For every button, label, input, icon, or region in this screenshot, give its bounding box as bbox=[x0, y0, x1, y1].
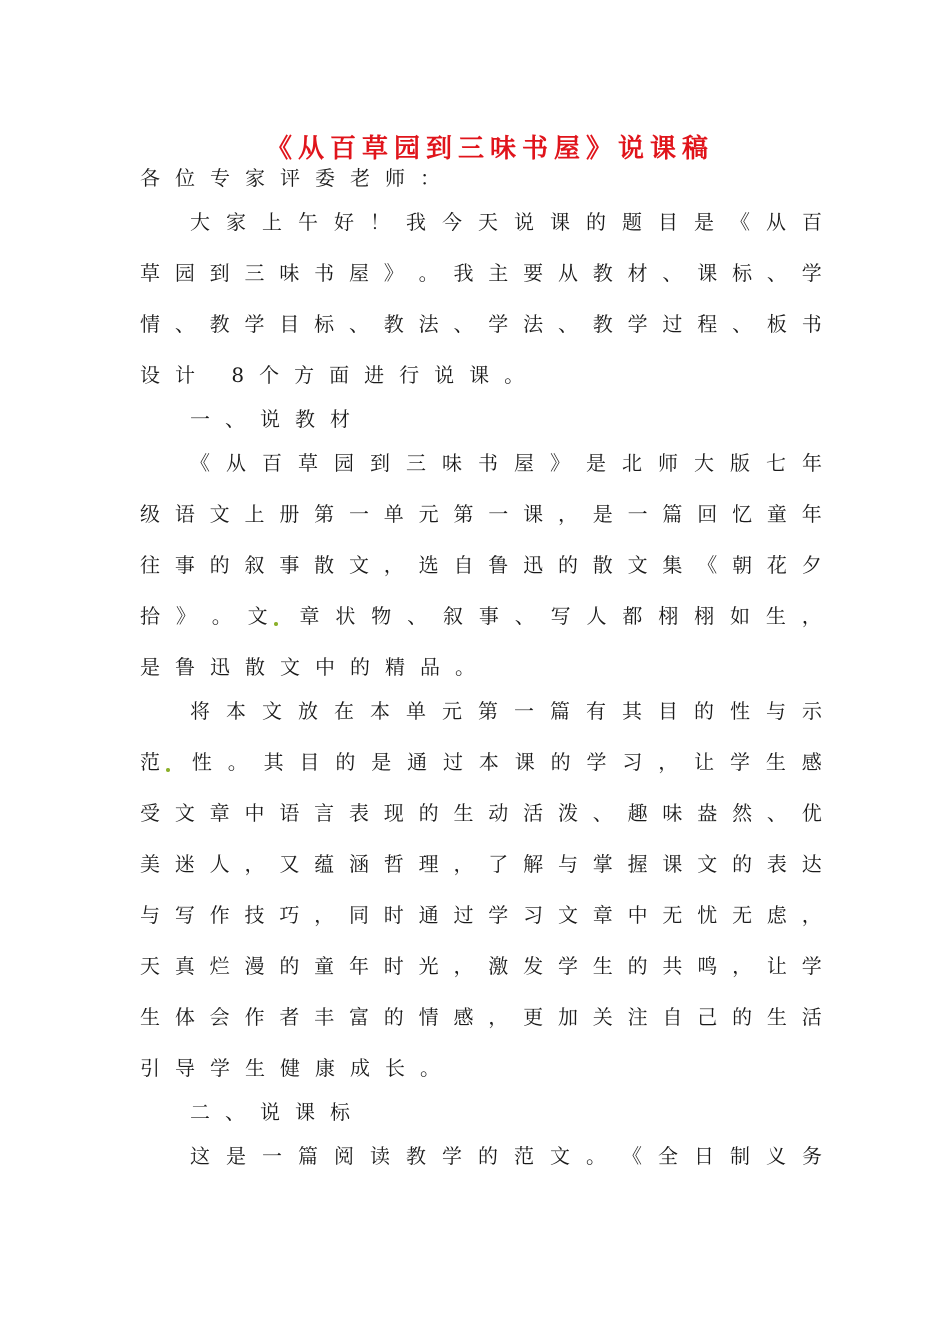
text-line: 拾 》 。 文 章 状 物 、 叙 事 、 写 人 都 栩 栩 如 生 ， bbox=[140, 604, 822, 628]
text-line: 大 家 上 午 好 ！ 我 今 天 说 课 的 题 目 是 《 从 百 bbox=[190, 210, 822, 234]
text-line: 级 语 文 上 册 第 一 单 元 第 一 课 ， 是 一 篇 回 忆 童 年 bbox=[140, 502, 822, 526]
text-line: 引导学生健康成长。 bbox=[140, 1056, 455, 1080]
text-line: 天 真 烂 漫 的 童 年 时 光 ， 激 发 学 生 的 共 鸣 ， 让 学 bbox=[140, 954, 822, 978]
text-line: 是鲁迅散文中的精品。 bbox=[140, 655, 490, 679]
text-line: 《 从 百 草 园 到 三 味 书 屋 》 是 北 师 大 版 七 年 bbox=[190, 451, 822, 475]
text-line: 情 、 教 学 目 标 、 教 法 、 学 法 、 教 学 过 程 、 板 书 bbox=[140, 312, 822, 336]
text-line: 二、说课标 bbox=[190, 1100, 365, 1124]
text-line: 各位专家评委老师： bbox=[140, 166, 455, 190]
text-line: 一、说教材 bbox=[190, 407, 365, 431]
text-line: 设计 8个方面进行说课。 bbox=[140, 363, 540, 387]
text-line: 美 迷 人 ， 又 蕴 涵 哲 理 ， 了 解 与 掌 握 课 文 的 表 达 bbox=[140, 852, 822, 876]
text-line: 往 事 的 叙 事 散 文 ， 选 自 鲁 迅 的 散 文 集 《 朝 花 夕 bbox=[140, 553, 822, 577]
text-line: 这 是 一 篇 阅 读 教 学 的 范 文 。 《 全 日 制 义 务 bbox=[190, 1144, 822, 1168]
page-title: 《从百草园到三味书屋》说课稿 bbox=[265, 134, 714, 164]
text-line: 生 体 会 作 者 丰 富 的 情 感 ， 更 加 关 注 自 己 的 生 活 bbox=[140, 1005, 822, 1029]
highlight-dot bbox=[166, 768, 170, 772]
text-line: 将 本 文 放 在 本 单 元 第 一 篇 有 其 目 的 性 与 示 bbox=[190, 699, 822, 723]
text-line: 范 性 。 其 目 的 是 通 过 本 课 的 学 习 ， 让 学 生 感 bbox=[140, 750, 822, 774]
text-line: 与 写 作 技 巧 ， 同 时 通 过 学 习 文 章 中 无 忧 无 虑 ， bbox=[140, 903, 822, 927]
text-line: 草 园 到 三 味 书 屋 》 。 我 主 要 从 教 材 、 课 标 、 学 bbox=[140, 261, 822, 285]
text-line: 受 文 章 中 语 言 表 现 的 生 动 活 泼 、 趣 味 盎 然 、 优 bbox=[140, 801, 822, 825]
highlight-dot bbox=[274, 622, 278, 626]
